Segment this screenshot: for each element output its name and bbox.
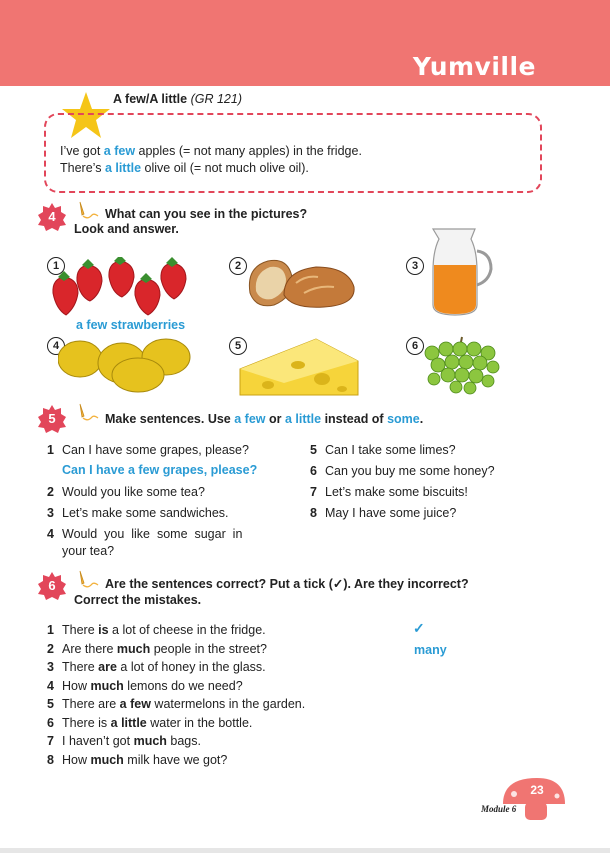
- exercise-4-badge: 4: [38, 203, 66, 231]
- picture-number: 4: [47, 337, 65, 355]
- picture-number: 5: [229, 337, 247, 355]
- tick-answer: ✓: [413, 620, 425, 636]
- exercise-5-badge: 5: [38, 405, 66, 433]
- juice-jug-picture: [425, 225, 495, 317]
- cheese-picture: [238, 335, 360, 399]
- grammar-title: A few/A little (GR 121): [113, 92, 242, 106]
- exercise-5-item: 4 Would you like some sugar in your tea?: [47, 527, 243, 558]
- page-number-mushroom: [481, 774, 565, 822]
- module-label: Module 6: [481, 804, 517, 814]
- unit-title: Yumville: [412, 52, 536, 81]
- grammar-rule-2: There’s a little olive oil (= not much olive oil).: [60, 161, 309, 175]
- footer-line: [0, 848, 610, 853]
- grammar-rule-1: I’ve got a few apples (= not many apples) in the fridge.: [60, 144, 362, 158]
- lemons-picture: [58, 335, 196, 393]
- picture-number: 1: [47, 257, 65, 275]
- exercise-5-example-answer: Can I have a few grapes, please?: [62, 463, 258, 477]
- exercise-5-instruction: Make sentences. Use a few or a little instead of some.: [105, 412, 424, 426]
- pencil-icon: [74, 200, 100, 222]
- exercise-4-example-answer: a few strawberries: [76, 318, 186, 332]
- picture-number: 3: [406, 257, 424, 275]
- picture-number: 6: [406, 337, 424, 355]
- page-number: 23: [530, 783, 544, 797]
- correction-answer: many: [414, 643, 447, 657]
- bread-picture: [244, 253, 358, 311]
- exercise-4-instruction-1: What can you see in the pictures?: [105, 207, 308, 221]
- strawberries-picture: [48, 257, 190, 319]
- exercise-6-instruction-2: Correct the mistakes.: [74, 593, 202, 607]
- pencil-icon: [74, 402, 100, 424]
- exercise-4-instruction-2: Look and answer.: [74, 222, 179, 236]
- picture-number: 2: [229, 257, 247, 275]
- page-header: [0, 0, 610, 86]
- pencil-icon: [74, 569, 100, 591]
- grapes-picture: [422, 335, 502, 395]
- exercise-6-instruction-1: Are the sentences correct? Put a tick (✓). Are they incorrect?: [105, 577, 469, 591]
- exercise-6-badge: 6: [38, 572, 66, 600]
